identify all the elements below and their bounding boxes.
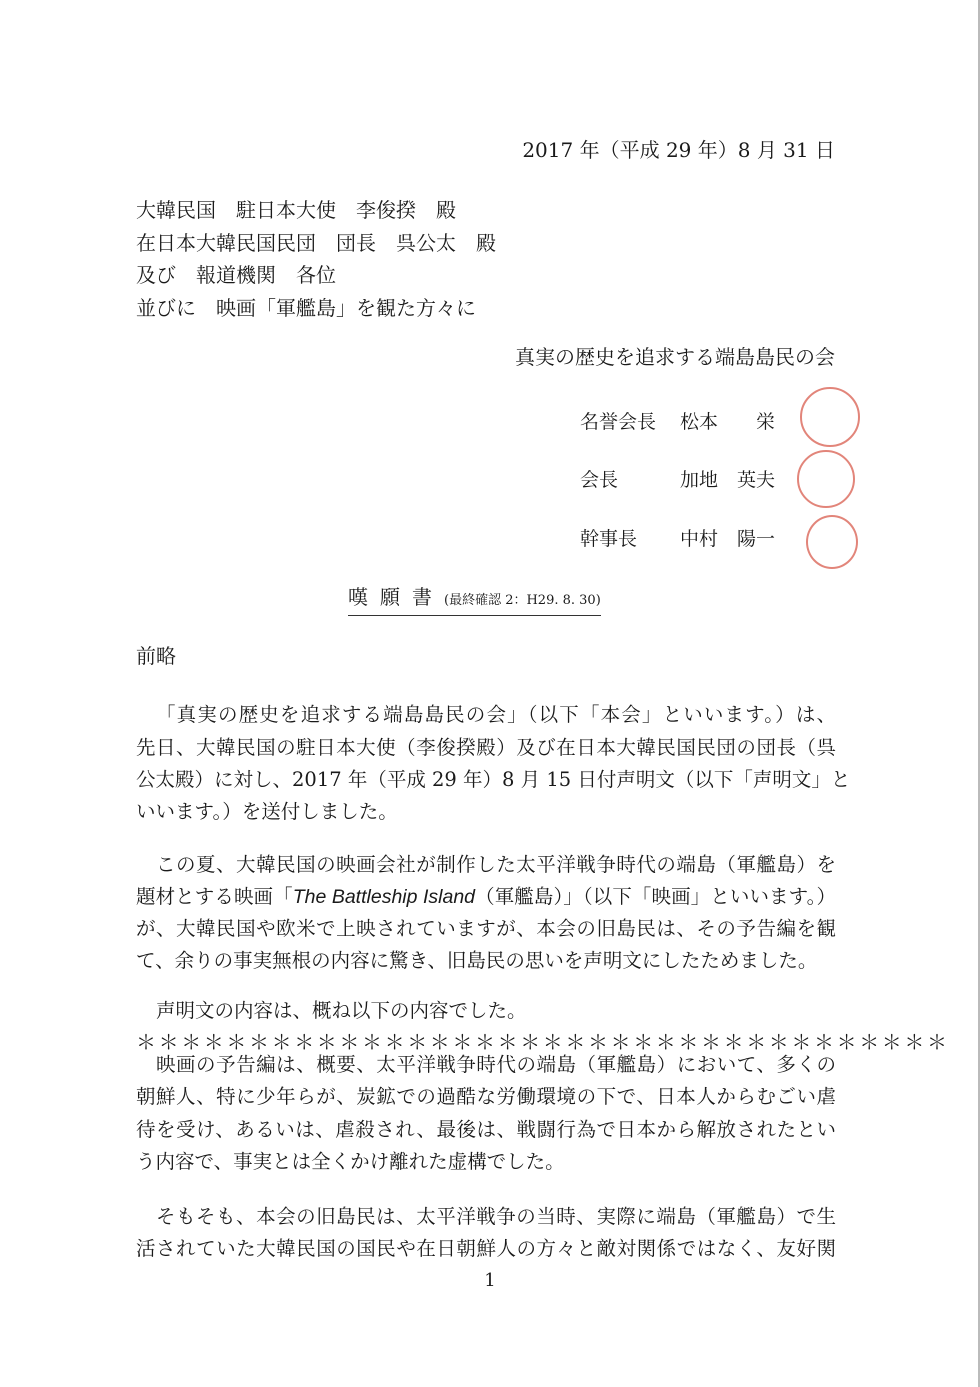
- paragraph-line: 朝鮮人、特に少年らが、炭鉱での過酷な労働環境の下で、日本人からむごい虐: [136, 1085, 836, 1108]
- paragraph-text: 題材とする映画「: [136, 885, 293, 908]
- officer-name: 中村 陽一: [680, 528, 776, 550]
- heading-note: (最終確認 2：H29. 8. 30): [444, 593, 601, 608]
- film-title: The Battleship Island: [292, 886, 476, 908]
- document-heading: [348, 584, 601, 616]
- paragraph-line: 「真実の歴史を追求する端島島民の会」（以下「本会」といいます。）は、: [156, 703, 836, 726]
- officer-title: 会長: [580, 469, 619, 491]
- paragraph-line: う内容で、事実とは全くかけ離れた虚構でした。: [136, 1150, 565, 1173]
- paragraph-line: この夏、大韓民国の映画会社が制作した太平洋戦争時代の端島（軍艦島）を: [156, 853, 836, 876]
- organization-name: 真実の歴史を追求する端島島民の会: [515, 345, 835, 369]
- officer-title: 幹事長: [580, 528, 638, 550]
- paragraph-line: 待を受け、あるいは、虐殺され、最後は、戦闘行為で日本から解放されたとい: [136, 1118, 836, 1141]
- officer-title: 名誉会長: [580, 411, 657, 433]
- paragraph-line: [136, 884, 836, 910]
- paragraph-line: 声明文の内容は、概ね以下の内容でした。: [156, 999, 527, 1022]
- paragraph-line: 公太殿）に対し、2017 年（平成 29 年）8 月 15 日付声明文（以下「声明文」と: [136, 768, 851, 791]
- officer-name: 加地 英夫: [680, 469, 776, 491]
- seal-stamp: [797, 450, 855, 508]
- paragraph-text: （軍艦島）」（以下「映画」といいます。）: [475, 885, 836, 908]
- separator-stars: ＊＊＊＊＊＊＊＊＊＊＊＊＊＊＊＊＊＊＊＊＊＊＊＊＊＊＊＊＊＊＊＊＊＊＊＊: [136, 1030, 950, 1054]
- paragraph-line: 活されていた大韓民国の国民や在日朝鮮人の方々と敵対関係ではなく、友好関: [136, 1237, 836, 1260]
- paragraph-line: て、余りの事実無根の内容に驚き、旧島民の思いを声明文にしたためました。: [136, 949, 818, 972]
- paragraph-line: そもそも、本会の旧島民は、太平洋戦争の当時、実際に端島（軍艦島）で生: [156, 1205, 836, 1228]
- heading-title: 嘆願書: [348, 585, 444, 609]
- document-date: 2017 年（平成 29 年）8 月 31 日: [522, 138, 835, 162]
- page-number: 1: [484, 1270, 496, 1291]
- addressee-line: 及び 報道機関 各位: [136, 263, 336, 287]
- paragraph-line: 先日、大韓民国の駐日本大使（李俊揆殿）及び在日本大韓民国民団の団長（呉: [136, 736, 836, 759]
- officer-name: 松本 栄: [680, 411, 776, 433]
- addressee-line: 大韓民国 駐日本大使 李俊揆 殿: [136, 198, 456, 222]
- paragraph-line: 映画の予告編は、概要、太平洋戦争時代の端島（軍艦島）において、多くの: [156, 1053, 836, 1076]
- salutation: 前略: [136, 644, 176, 668]
- paragraph-line: が、大韓民国や欧米で上映されていますが、本会の旧島民は、その予告編を観: [136, 917, 836, 940]
- seal-stamp: [806, 515, 858, 569]
- addressee-line: 並びに 映画「軍艦島」を観た方々に: [136, 296, 476, 320]
- paragraph-line: いいます。）を送付しました。: [136, 800, 398, 823]
- seal-stamp: [800, 387, 860, 447]
- addressee-line: 在日本大韓民国民団 団長 呉公太 殿: [136, 231, 496, 255]
